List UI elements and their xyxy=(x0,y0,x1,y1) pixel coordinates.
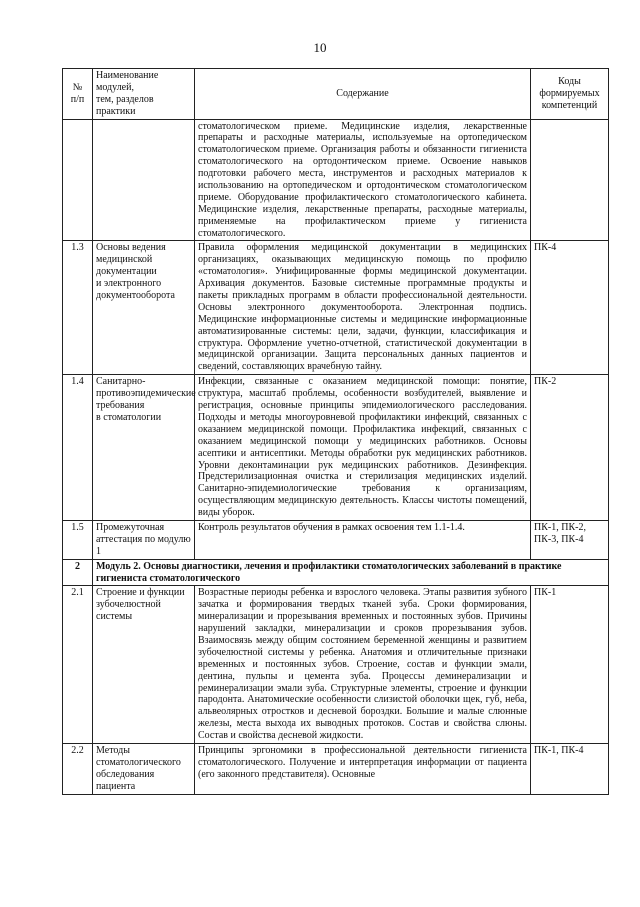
row-codes: ПК-1, ПК-4 xyxy=(531,743,609,794)
row-name xyxy=(93,119,195,241)
row-content: Правила оформления медицинской документации в медицинских организациях, оказывающих медицинскую помощь по профилю «стоматология». Унифицированные формы медицинской документации. Архивация документов. Базовые системные программные продукты и пакеты прикладных программ в области профессиональной деятельности. Основы электронного документооборота. Электронная подпись. Медицинские информационные системы и медицинские информационные автоматизированные системы: цели, задачи, функции, классификация и структура. Оформление учетно-отчетной, статистической документации в медицинской организации. Защита персональных данных пациентов и сведений, составляющих врачебную тайну. xyxy=(195,241,531,375)
header-content: Содержание xyxy=(195,69,531,120)
row-name: Санитарно- противоэпидемические требования в стоматологии xyxy=(93,375,195,521)
module-section-row xyxy=(63,559,609,586)
table-row xyxy=(63,586,609,744)
table-row xyxy=(63,743,609,794)
table-row xyxy=(63,119,609,241)
row-content: Принципы эргономики в профессиональной деятельности гигиениста стоматологического. Получение и интерпретация информации от пациента (его законного представителя). Основные xyxy=(195,743,531,794)
row-content: Контроль результатов обучения в рамках освоения тем 1.1-1.4. xyxy=(195,520,531,559)
header-codes: Коды формируемых компетенций xyxy=(531,69,609,120)
practice-program-table xyxy=(62,68,609,795)
table-row xyxy=(63,375,609,521)
header-name: Наименование модулей, тем, разделов практики xyxy=(93,69,195,120)
header-num: № п/п xyxy=(63,69,93,120)
row-num: 2.2 xyxy=(63,743,93,794)
row-content: Возрастные периоды ребенка и взрослого человека. Этапы развития зубного зачатка и формирования твердых тканей зуба. Сроки формирования, минерализации и прорезывания временных и постоянных зубов. Причины нарушений закладки, минерализации и сроков прорезывания зубов. Взаимосвязь между общим состоянием беременной женщины и развитием зубочелюстной системы у ребенка. Анатомия и отличительные признаки временных и постоянных зубов. Строение, состав и функции эмали, дентина, пульпы и цемента зуба. Процессы деминерализации и реминерализации эмали зуба. Структурные элементы, строение и функции пародонта. Анатомические особенности слизистой оболочки щек, губ, неба, альвеолярных отростков и десневой бороздки. Большие и малые слюнные железы, места выхода их выводных протоков. Состав и свойства слюны. Состав и свойства десневой жидкости. xyxy=(195,586,531,744)
row-num: 1.5 xyxy=(63,520,93,559)
section-num: 2 xyxy=(63,559,93,586)
row-num: 1.3 xyxy=(63,241,93,375)
row-codes: ПК-2 xyxy=(531,375,609,521)
row-name: Строение и функции зубочелюстной системы xyxy=(93,586,195,744)
page-number: 10 xyxy=(313,40,327,55)
table-row xyxy=(63,520,609,559)
row-codes: ПК-1, ПК-2, ПК-3, ПК-4 xyxy=(531,520,609,559)
row-num xyxy=(63,119,93,241)
row-codes: ПК-1 xyxy=(531,586,609,744)
table-header-row xyxy=(63,69,609,120)
section-title: Модуль 2. Основы диагностики, лечения и профилактики стоматологических заболеваний в практике гигиениста стоматологического xyxy=(93,559,609,586)
row-content: Инфекции, связанные с оказанием медицинской помощи: понятие, структура, масштаб проблемы, особенности возбудителей, выявление и регистрация, основные принципы эпидемиологического расследования. Подходы и методы многоуровневой профилактики инфекций, связанных с оказанием медицинской помощи. Профилактика инфекций, связанных с оказанием медицинской помощи у медицинских работников. Основы асептики и антисептики. Методы обработки рук медицинских работников. Уровни деконтаминации рук медицинских работников. Дезинфекция. Предстерилизационная очистка и стерилизация медицинских изделий. Санитарно-эпидемиологические требования к организациям, осуществляющим медицинскую деятельность. Классы чистоты помещений, виды уборок. xyxy=(195,375,531,521)
row-name: Методы стоматологического обследования пациента xyxy=(93,743,195,794)
row-num: 2.1 xyxy=(63,586,93,744)
row-name: Промежуточная аттестация по модулю 1 xyxy=(93,520,195,559)
row-num: 1.4 xyxy=(63,375,93,521)
row-name: Основы ведения медицинской документации и электронного документооборота xyxy=(93,241,195,375)
row-codes xyxy=(531,119,609,241)
table-row xyxy=(63,241,609,375)
row-codes: ПК-4 xyxy=(531,241,609,375)
row-content: стоматологическом приеме. Медицинские изделия, лекарственные препараты и расходные материалы, используемые на ортопедическом стоматологическом приеме. Организация работы и обязанности гигиениста стоматологического на ортодонтическом приеме. Освоение навыков подготовки рабочего места, инструментов и расходных материалов к использованию на ортопедическом и ортодонтическом стоматологическом приеме. Оборудование профилактического стоматологического кабинета. Медицинские изделия, лекарственные препараты, расходные материалы, применяемые на профилактическом приеме у гигиениста стоматологического. xyxy=(195,119,531,241)
